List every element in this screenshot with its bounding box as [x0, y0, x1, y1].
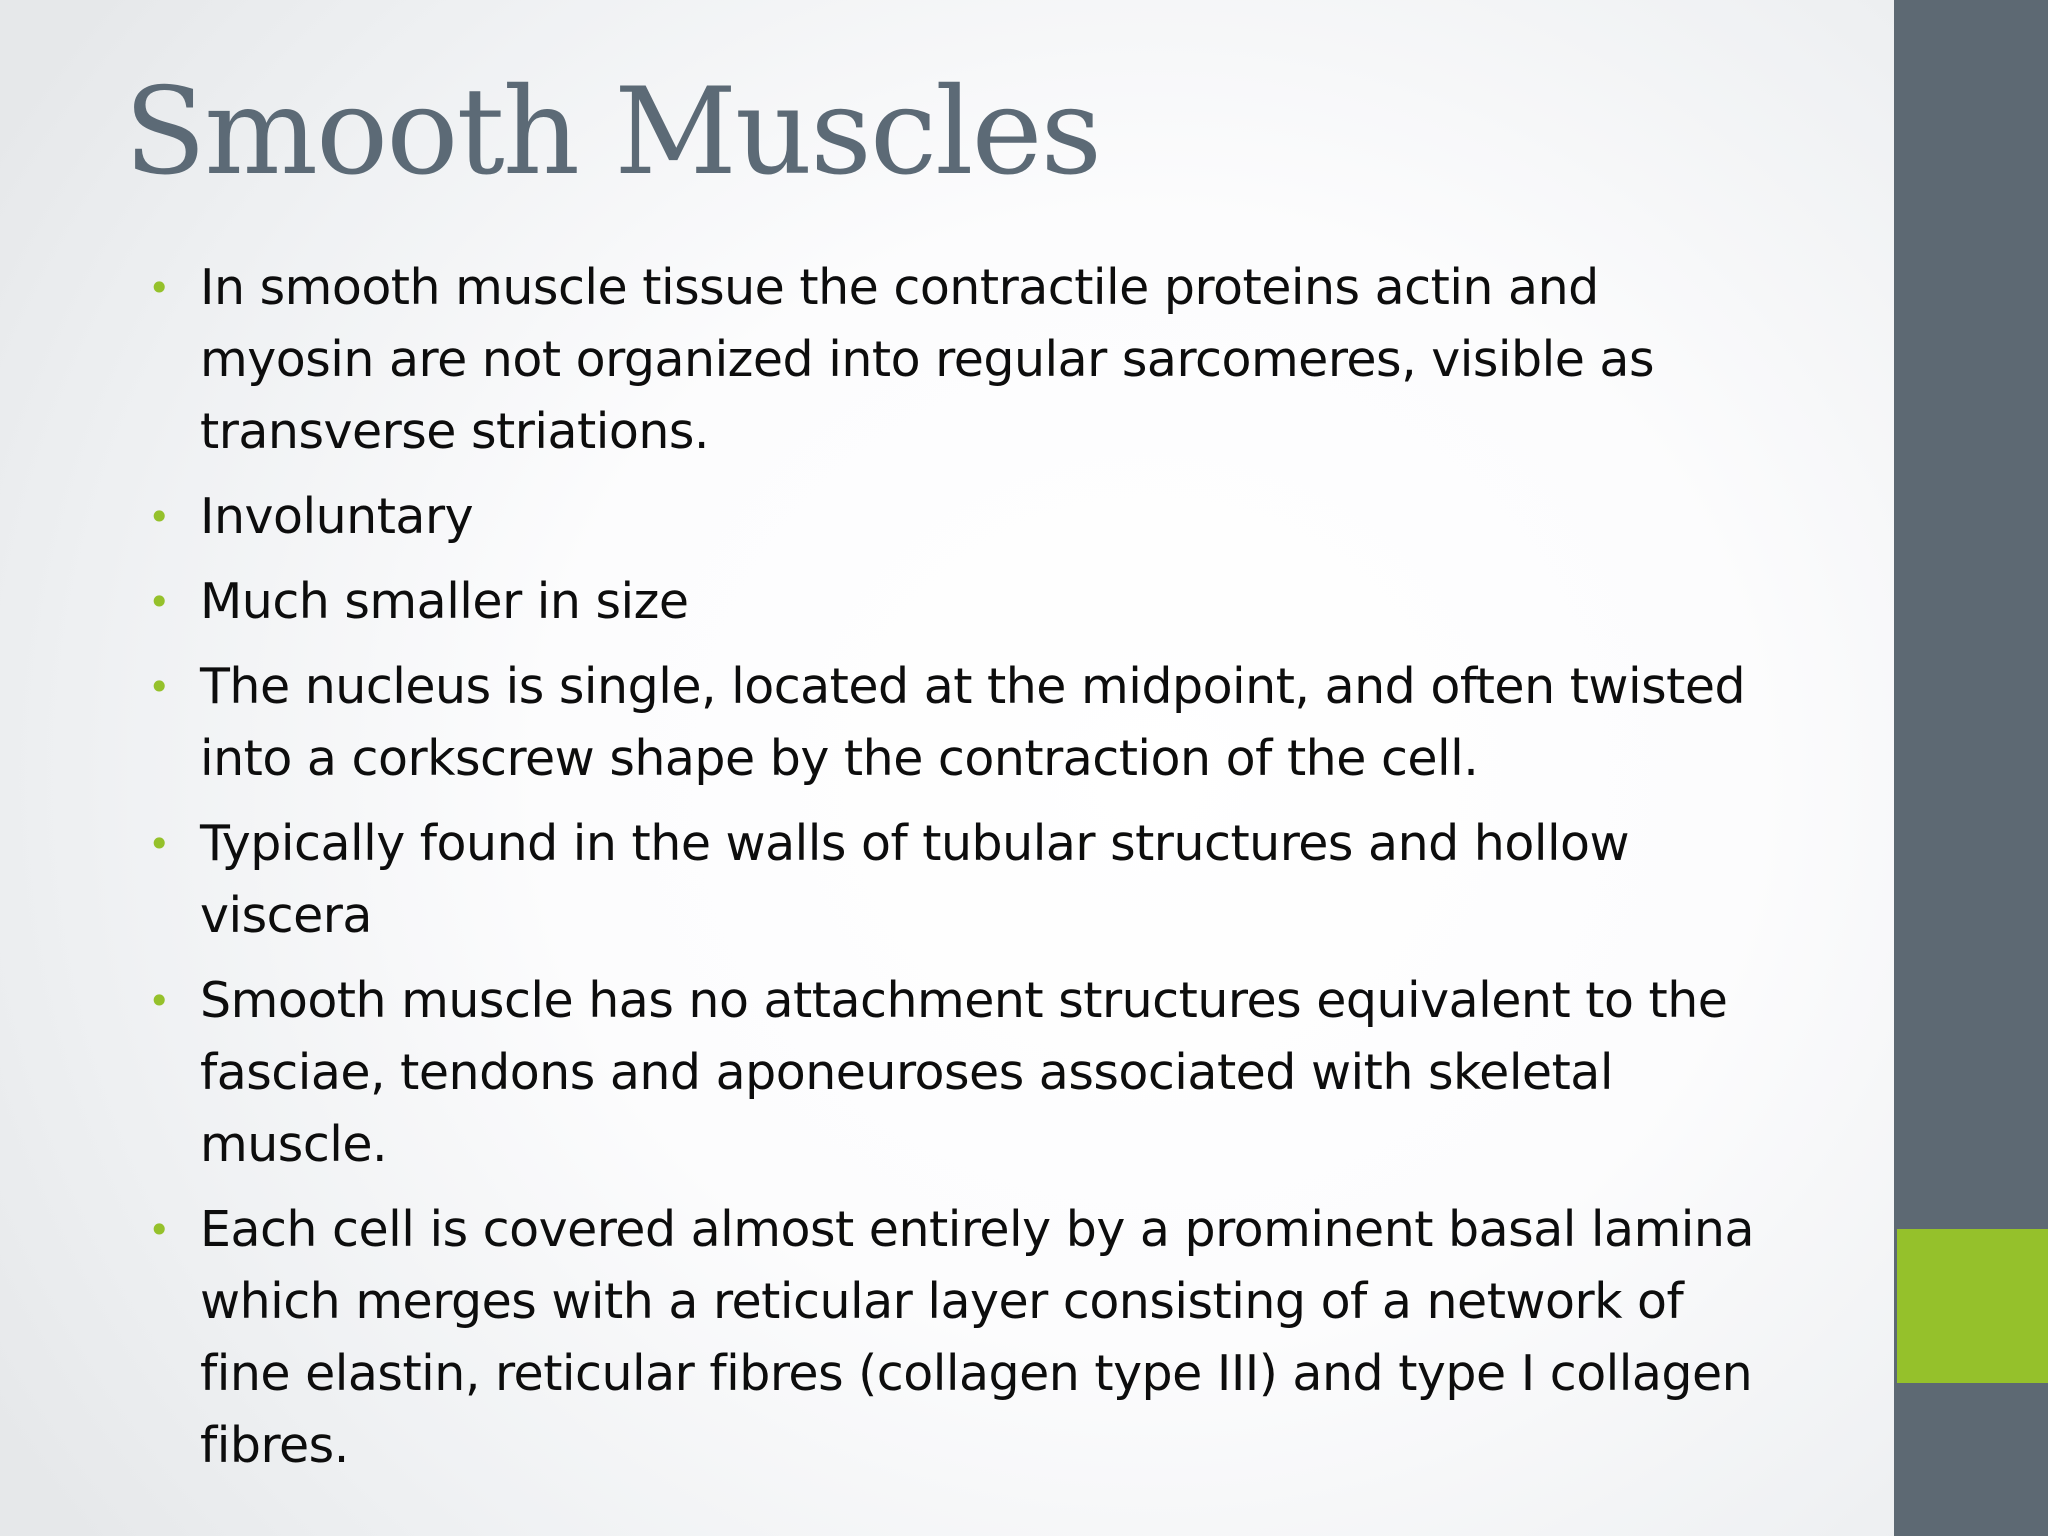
- bullet-text: In smooth muscle tissue the contractile proteins actin and myosin are not organized into regular sarcomeres, visible as transverse striations.: [200, 259, 1654, 460]
- bullet-icon: •: [148, 979, 170, 1023]
- bullet-item: [148, 481, 1780, 553]
- bullet-icon: •: [148, 266, 170, 310]
- bullet-text: The nucleus is single, located at the midpoint, and often twisted into a corkscrew shape by the contraction of the cell.: [200, 658, 1746, 787]
- bullet-item: [148, 808, 1780, 952]
- bullet-icon: •: [148, 665, 170, 709]
- bullet-icon: •: [148, 495, 170, 539]
- slide-title: Smooth Muscles: [124, 63, 1101, 202]
- bullet-item: [148, 1194, 1780, 1482]
- accent-block: [1897, 1229, 2048, 1383]
- bullet-icon: •: [148, 822, 170, 866]
- bullet-text: Smooth muscle has no attachment structures equivalent to the fasciae, tendons and aponeuroses associated with skeletal muscle.: [200, 972, 1728, 1173]
- bullet-item: [148, 965, 1780, 1181]
- bullet-text: Much smaller in size: [200, 573, 689, 630]
- bullet-icon: •: [148, 580, 170, 624]
- bullet-text: Involuntary: [200, 488, 474, 545]
- bullet-list: [148, 252, 1780, 1495]
- bullet-item: [148, 252, 1780, 468]
- bullet-icon: •: [148, 1208, 170, 1252]
- bullet-text: Typically found in the walls of tubular structures and hollow viscera: [200, 815, 1630, 944]
- bullet-item: [148, 651, 1780, 795]
- bullet-text: Each cell is covered almost entirely by a prominent basal lamina which merges with a reticular layer consisting of a network of fine elastin, reticular fibres (collagen type III) and type I collagen fibres.: [200, 1201, 1754, 1474]
- bullet-item: [148, 566, 1780, 638]
